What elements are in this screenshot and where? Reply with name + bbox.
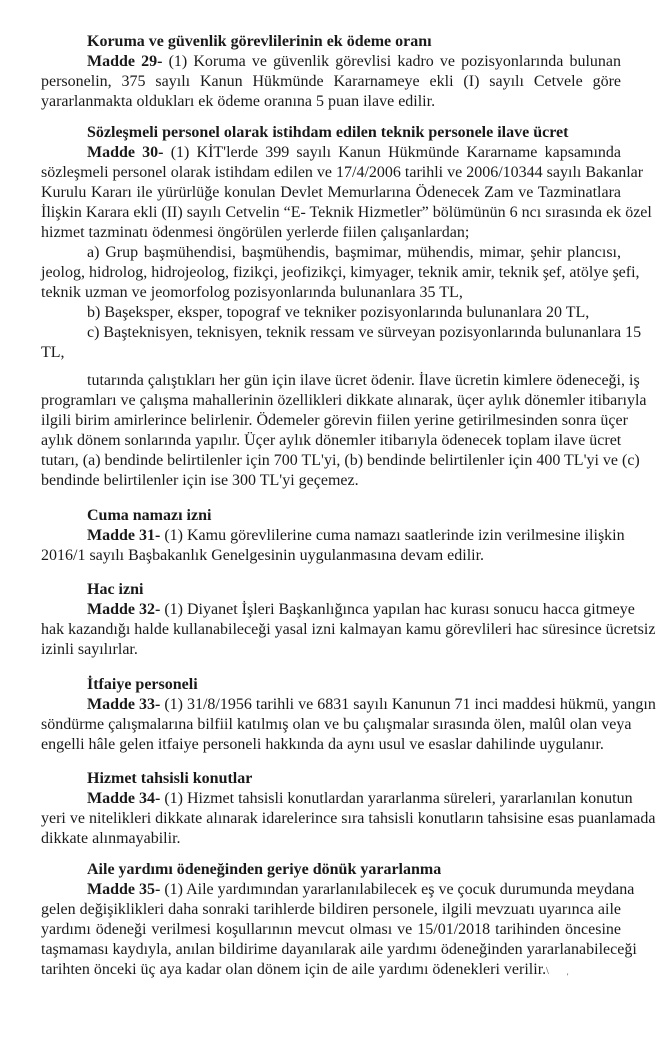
- paragraph-line: tutarı, (a) bendinde belirtilenler için 700 TL'yi, (b) bendinde belirtilenler için 400 TL'yi ve (c): [41, 452, 640, 469]
- article-number: Madde 31-: [87, 527, 161, 544]
- paragraph-line: programları ve çalışma mahallerinin özellikleri dikkate alınarak, üçer aylık dönemler itibarıyla: [41, 392, 647, 409]
- article-number: Madde 35-: [87, 881, 161, 898]
- paragraph-line: TL,: [41, 344, 65, 361]
- paragraph-line: 2016/1 sayılı Başbakanlık Genelgesinin uygulanmasına devam edilir.: [41, 547, 485, 564]
- paragraph-line: yeri ve nitelikleri dikkate alınarak idarelerince sıra tahsisli konutların tahsisine esas puanlamada: [41, 810, 656, 827]
- paragraph-line: yararlanmakta oldukları ek ödeme oranına 5 puan ilave edilir.: [41, 93, 436, 110]
- paragraph-line: personelin, 375 sayılı Kanun Hükmünde Kararnameye ekli (I) sayılı Cetvele göre: [41, 73, 621, 90]
- article-30-first-line: Madde 30- (1) KİT'lerde 399 sayılı Kanun Hükmünde Kararname kapsamında: [87, 144, 622, 161]
- scan-artifact-mark: ': [567, 972, 569, 981]
- paragraph-line: hizmet tazminatı ödenmesi öngörülen yerlerde fiilen çalışanlardan;: [41, 224, 470, 241]
- article-32-first-line: Madde 32- (1) Diyanet İşleri Başkanlığınca yapılan hac kurası sonucu hacca gitmeye: [87, 601, 635, 618]
- section-heading-34: Hizmet tahsisli konutlar: [87, 770, 253, 787]
- article-number: Madde 34-: [87, 790, 161, 807]
- article-number: Madde 30-: [87, 144, 164, 161]
- paragraph-line: sözleşmeli personel olarak istihdam edilen ve 17/4/2006 tarihli ve 2006/10344 sayılı Bakanlar: [41, 164, 644, 181]
- paragraph-line: Kurulu Kararı ile yürürlüğe konulan Devlet Memurlarına Ödenecek Zam ve Tazminatlara: [41, 184, 621, 201]
- article-33-first-line: Madde 33- (1) 31/8/1956 tarihli ve 6831 sayılı Kanunun 71 inci maddesi hükmü, yangın: [87, 696, 656, 713]
- scan-artifact-mark: \: [546, 966, 549, 977]
- article-35-first-line: Madde 35- (1) Aile yardımından yararlanılabilecek eş ve çocuk durumunda meydana: [87, 881, 635, 898]
- paragraph-line: İlişkin Karara ekli (II) sayılı Cetvelin “E- Teknik Hizmetler” bölümünün 6 ncı sırasında ek özel: [41, 204, 652, 221]
- paragraph-line: izinli sayılırlar.: [41, 641, 138, 658]
- section-heading-30: Sözleşmeli personel olarak istihdam edilen teknik personele ilave ücret: [87, 124, 569, 141]
- paragraph-line: söndürme çalışmalarına bilfiil katılmış olan ve bu çalışmalar sırasında ölen, malûl olan veya: [41, 716, 632, 733]
- paragraph-line: bendinde belirtilenler için ise 300 TL'yi geçemez.: [41, 472, 359, 489]
- section-heading-33: İtfaiye personeli: [87, 676, 198, 693]
- paragraph-line: taşmaması kaydıyla, anılan bildirime dayanılarak aile yardımı ödeneğinden yararlanabileceği: [41, 941, 637, 958]
- paragraph-line: tutarında çalıştıkları her gün için ilave ücret ödenir. İlave ücretin kimlere ödeneceği, iş: [87, 372, 640, 389]
- list-item-c: c) Başteknisyen, teknisyen, teknik ressam ve sürveyan pozisyonlarında bulunanlara 15: [87, 324, 642, 341]
- paragraph-line: hak kazandığı halde kullanabileceği yasal izni kalmayan kamu görevlileri hac süresince ücretsiz: [41, 621, 656, 638]
- article-31-first-line: Madde 31- (1) Kamu görevlilerine cuma namazı saatlerinde izin verilmesine ilişkin: [87, 527, 625, 544]
- section-heading-29: Koruma ve güvenlik görevlilerinin ek ödeme oranı: [87, 33, 432, 50]
- section-heading-31: Cuma namazı izni: [87, 507, 212, 524]
- article-29-first-line: Madde 29- (1) Koruma ve güvenlik görevlisi kadro ve pozisyonlarında bulunan: [87, 53, 621, 70]
- list-item-b: b) Başeksper, eksper, topograf ve tekniker pozisyonlarında bulunanlara 20 TL,: [87, 304, 590, 321]
- article-number: Madde 29-: [87, 53, 163, 70]
- paragraph-line: aylık dönem sonlarında yapılır. Üçer aylık dönemler itibarıyla ödenecek toplam ilave ücret: [41, 432, 622, 449]
- paragraph-line: dikkate alınmayabilir.: [41, 830, 181, 847]
- article-number: Madde 32-: [87, 601, 161, 618]
- article-34-first-line: Madde 34- (1) Hizmet tahsisli konutlardan yararlanma süreleri, yararlanılan konutun: [87, 790, 633, 807]
- paragraph-line: yardımı ödeneği verilmesi koşullarının mevcut olması ve 15/01/2018 tarihinden öncesine: [41, 921, 621, 938]
- section-heading-35: Aile yardımı ödeneğinden geriye dönük yararlanma: [87, 861, 442, 878]
- paragraph-line: jeolog, hidrolog, hidrojeolog, fizikçi, jeofizikçi, kimyager, teknik amir, teknik şef, atölye şefi,: [41, 264, 640, 281]
- paragraph-line: ilgili birim amirlerince belirlenir. Ödemeler görevin fiilen yerine getirilmesinden sonra üçer: [41, 412, 628, 429]
- paragraph-line: tarihten önceki üç aya kadar olan dönem için de aile yardımı ödenekleri verilir.: [41, 961, 547, 978]
- paragraph-line: teknik uzman ve jeomorfolog pozisyonlarında bulunanlara 35 TL,: [41, 284, 463, 301]
- paragraph-line: engelli hâle gelen itfaiye personeli hakkında da aynı usul ve esaslar dahilinde uygulanır.: [41, 736, 604, 753]
- section-heading-32: Hac izni: [87, 581, 144, 598]
- paragraph-line: gelen değişiklikleri daha sonraki tarihlerde bildiren personele, ilgili mevzuatı uyarınca aile: [41, 901, 621, 918]
- list-item-a: a) Grup başmühendisi, başmühendis, başmimar, mühendis, mimar, şehir plancısı,: [87, 244, 621, 261]
- article-number: Madde 33-: [87, 696, 161, 713]
